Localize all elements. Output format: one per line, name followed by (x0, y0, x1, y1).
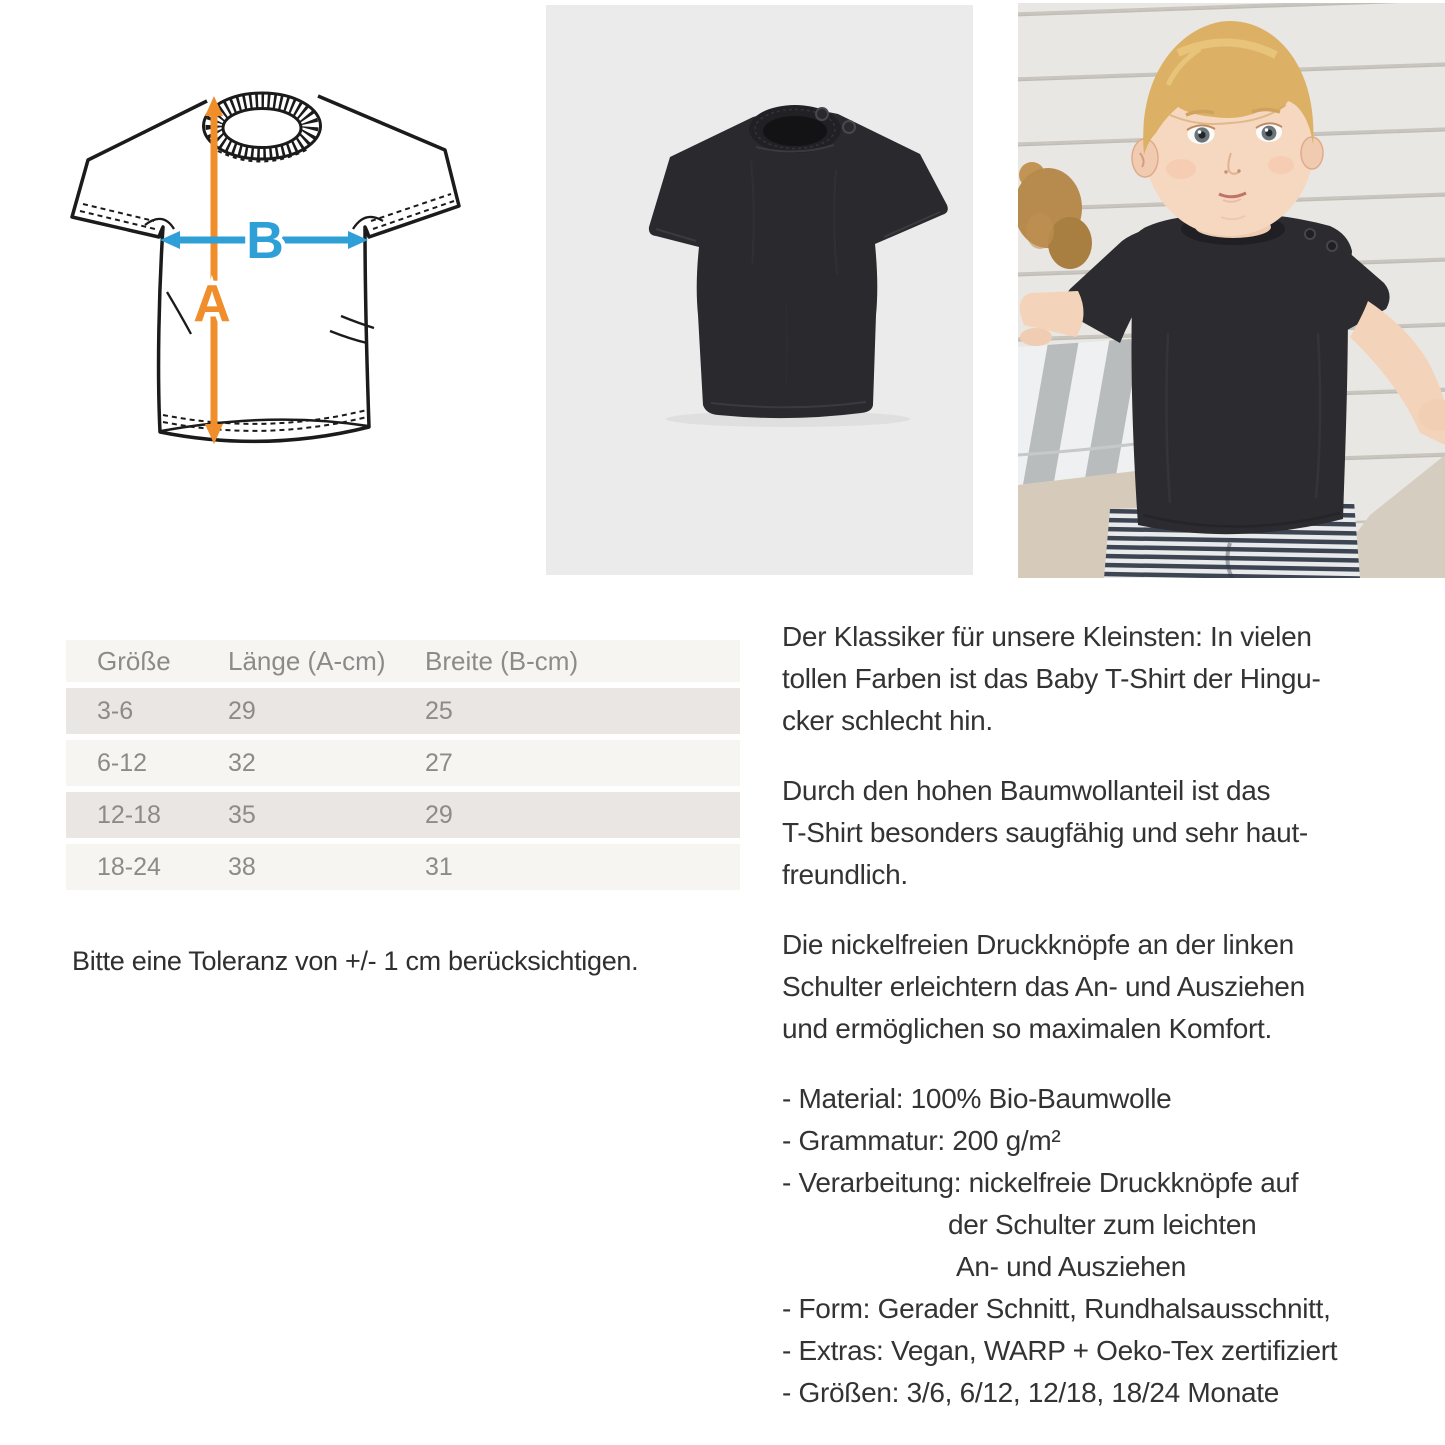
description-line: Die nickelfreien Druckknöpfe an der linken (782, 929, 1294, 960)
spec-line-verarbeitung: - Verarbeitung: nickelfreie Druckknöpfe auf (782, 1167, 1299, 1198)
spec-list (782, 1078, 1442, 1414)
table-row (66, 844, 740, 896)
product-photo-illustration (546, 5, 973, 575)
description-line: cker schlecht hin. (782, 705, 993, 736)
shirt-collar-opening (763, 116, 827, 146)
measure-label-a: A (193, 275, 231, 333)
description-paragraph (782, 616, 1442, 742)
size-cell: 12-18 (97, 800, 161, 829)
spec-line-verarbeitung-cont: der Schulter zum leichten (948, 1209, 1257, 1240)
measure-label-b: B (246, 212, 284, 270)
tshirt-line-drawing (62, 80, 482, 460)
baby-cheek-left (1166, 159, 1196, 179)
column-header-breite: Breite (B-cm) (425, 645, 579, 676)
length-cell: 38 (228, 852, 256, 881)
description-paragraph (782, 924, 1442, 1050)
description-line: und ermöglichen so maximalen Komfort. (782, 1013, 1273, 1044)
description-line: T-Shirt besonders saugfähig und sehr haut- (782, 817, 1308, 848)
table-row (66, 688, 740, 740)
spec-line-groessen: - Größen: 3/6, 6/12, 12/18, 18/24 Monate (782, 1377, 1279, 1408)
spec-line-form: - Form: Gerader Schnitt, Rundhalsausschnitt, (782, 1293, 1331, 1324)
product-photo (546, 5, 973, 575)
spec-line-material: - Material: 100% Bio-Baumwolle (782, 1083, 1172, 1114)
model-photo-illustration (1018, 3, 1445, 578)
baby-cheek-right (1268, 156, 1294, 174)
size-cell: 18-24 (97, 852, 161, 881)
description-line: Schulter erleichtern das An- und Ausziehen (782, 971, 1305, 1002)
model-photo (1018, 3, 1445, 578)
size-cell: 3-6 (97, 696, 134, 725)
description-line: Durch den hohen Baumwollanteil ist das (782, 775, 1271, 806)
spec-line-extras: - Extras: Vegan, WARP + Oeko-Tex zertifiziert (782, 1335, 1338, 1366)
size-table (66, 640, 740, 896)
spec-line-grammatur: - Grammatur: 200 g/m² (782, 1125, 1061, 1156)
size-table-header-row (66, 640, 740, 688)
spec-line-verarbeitung-cont: An- und Ausziehen (956, 1251, 1186, 1282)
description-paragraph (782, 770, 1442, 896)
width-cell: 25 (425, 696, 453, 725)
baby-eye-right (1256, 122, 1282, 142)
description-line: freundlich. (782, 859, 908, 890)
width-cell: 27 (425, 748, 453, 777)
product-description (782, 616, 1442, 1414)
table-row (66, 792, 740, 844)
size-diagram-image (62, 80, 482, 460)
size-cell: 6-12 (97, 748, 148, 777)
width-cell: 29 (425, 800, 453, 829)
table-row (66, 740, 740, 792)
width-cell: 31 (425, 852, 453, 881)
column-header-laenge: Länge (A-cm) (228, 645, 386, 676)
collar-inner-edge (223, 109, 301, 148)
description-line: Der Klassiker für unsere Kleinsten: In vielen (782, 621, 1312, 652)
description-line: tollen Farben ist das Baby T-Shirt der Hingu- (782, 663, 1321, 694)
column-header-groesse: Größe (97, 645, 171, 676)
length-cell: 32 (228, 748, 256, 777)
tolerance-note: Bitte eine Toleranz von +/- 1 cm berücksichtigen. (72, 946, 639, 976)
baby-ear-right (1301, 137, 1323, 169)
baby-hand-right (1020, 328, 1052, 346)
length-cell: 29 (228, 696, 256, 725)
length-cell: 35 (228, 800, 256, 829)
